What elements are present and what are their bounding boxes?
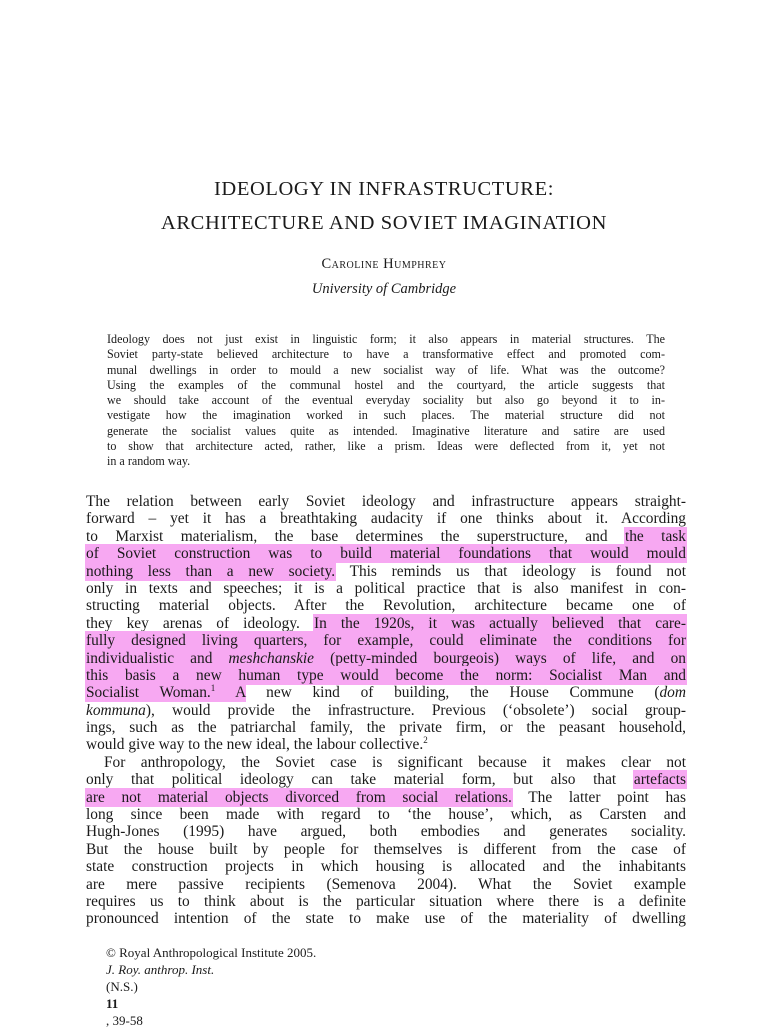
body-line bbox=[86, 632, 686, 649]
body-line: are not material objects divorced from social relations. The latter point has bbox=[86, 788, 686, 806]
body-line: pronounced intention of the state to make use of the materiality of dwelling bbox=[86, 910, 686, 928]
copyright-line: © Royal Anthropological Institute 2005. bbox=[106, 945, 317, 960]
highlight[interactable]: Socialist Woman.$^1$ A bbox=[86, 683, 246, 702]
body-line: requires us to think about is the particular situation where there is a definite bbox=[86, 892, 686, 910]
body-line: long since been made with regard to ‘the house’, which, as Carsten and bbox=[86, 806, 686, 824]
footnote-ref[interactable]: 2 bbox=[423, 735, 428, 746]
abstract-line: Soviet party-state believed architecture to have a transformative effect and promoted com- bbox=[107, 347, 665, 362]
abstract bbox=[107, 332, 665, 470]
footer-citation bbox=[106, 944, 316, 1029]
abstract-line: we should take account of the eventual everyday sociality but also go beyond it to in- bbox=[107, 393, 665, 408]
abstract-line: munal dwellings in order to mould a new socialist way of life. What was the outcome? bbox=[107, 362, 665, 377]
body-line bbox=[86, 650, 686, 667]
abstract-line: Ideology does not just exist in linguistic form; it also appears in material structures. The bbox=[107, 332, 665, 346]
abstract-line: Using the examples of the communal hostel and the courtyard, the article suggests that bbox=[107, 377, 665, 392]
highlight[interactable]: artefacts bbox=[633, 771, 686, 789]
body-line: only in texts and speeches; it is a political practice that is also manifest in con- bbox=[86, 579, 686, 597]
body-line: they key arenas of ideology. In the 1920s, it was actually believed that care- bbox=[86, 614, 686, 632]
body-line: Hugh-Jones (1995) have argued, both embodies and generates sociality. bbox=[86, 823, 686, 841]
abstract-line: generate the socialist values quite as intended. Imaginative literature and satire are used bbox=[107, 423, 665, 438]
highlight[interactable]: fully designed living quarters, for example, could eliminate the conditions for bbox=[86, 632, 686, 650]
body-line bbox=[86, 545, 686, 562]
body-line: Socialist Woman.$^1$ A new kind of building, the House Commune (dom bbox=[86, 683, 686, 702]
body-line: forward – yet it has a breathtaking audacity if one thinks about it. According bbox=[86, 510, 686, 528]
highlight[interactable]: the task bbox=[624, 527, 686, 545]
body-line: kommuna), would provide the infrastructure. Previous (‘obsolete’) social group- bbox=[86, 701, 686, 719]
body-line: only that political ideology can take material form, but also that artefacts bbox=[86, 771, 686, 789]
journal-name: J. Roy. anthrop. Inst. bbox=[106, 962, 215, 977]
volume-number: 11 bbox=[106, 996, 119, 1011]
body-line: But the house built by people for themselves is different from the case of bbox=[86, 840, 686, 858]
author-affiliation: University of Cambridge bbox=[311, 281, 457, 297]
highlight[interactable]: individualistic and meshchanskie (petty-minded bourgeois) ways of life, and on bbox=[86, 649, 686, 667]
highlight[interactable]: this basis a new human type would become the norm: Socialist Man and bbox=[86, 666, 686, 684]
body-line: to Marxist materialism, the base determines the superstructure, and the task bbox=[86, 527, 686, 545]
body-line: are mere passive recipients (Semenova 2004). What the Soviet example bbox=[86, 875, 686, 893]
body-line: nothing less than a new society. This reminds us that ideology is found not bbox=[86, 562, 686, 580]
footnote-ref[interactable]: 1 bbox=[210, 683, 216, 694]
body-line: state construction projects in which housing is allocated and the inhabitants bbox=[86, 858, 686, 876]
journal-line: J. Roy. anthrop. Inst. (N.S.) 11 , 39-58 bbox=[106, 962, 215, 1028]
body-line: would give way to the new ideal, the labour collective.$^2$ bbox=[86, 735, 428, 754]
abstract-line: in a random way. bbox=[107, 454, 191, 469]
body-text bbox=[86, 493, 686, 928]
abstract-line: to show that architecture acted, rather, like a prism. Ideas were deflected from it, yet not bbox=[107, 439, 665, 454]
body-line bbox=[86, 667, 686, 684]
body-line: ings, such as the patriarchal family, the private firm, or the peasant household, bbox=[86, 719, 686, 737]
body-line: structing material objects. After the Revolution, architecture became one of bbox=[86, 597, 686, 615]
title-line-2: ARCHITECTURE AND SOVIET IMAGINATION bbox=[161, 212, 607, 234]
highlight[interactable]: In the 1920s, it was actually believed that care- bbox=[313, 614, 686, 632]
highlight[interactable]: are not material objects divorced from social relations. bbox=[86, 788, 512, 806]
body-line: For anthropology, the Soviet case is significant because it makes clear not bbox=[104, 753, 686, 771]
abstract-line: vestigate how the imagination worked in such places. The material structure did not bbox=[107, 408, 665, 423]
article-title bbox=[0, 172, 768, 240]
highlight[interactable]: of Soviet construction was to build material foundations that would mould bbox=[86, 545, 686, 563]
highlight[interactable]: nothing less than a new society. bbox=[86, 562, 336, 580]
body-line: The relation between early Soviet ideology and infrastructure appears straight- bbox=[86, 493, 686, 510]
author-name: Caroline Humphrey bbox=[321, 256, 447, 272]
title-line-1: IDEOLOGY IN INFRASTRUCTURE: bbox=[213, 178, 555, 200]
